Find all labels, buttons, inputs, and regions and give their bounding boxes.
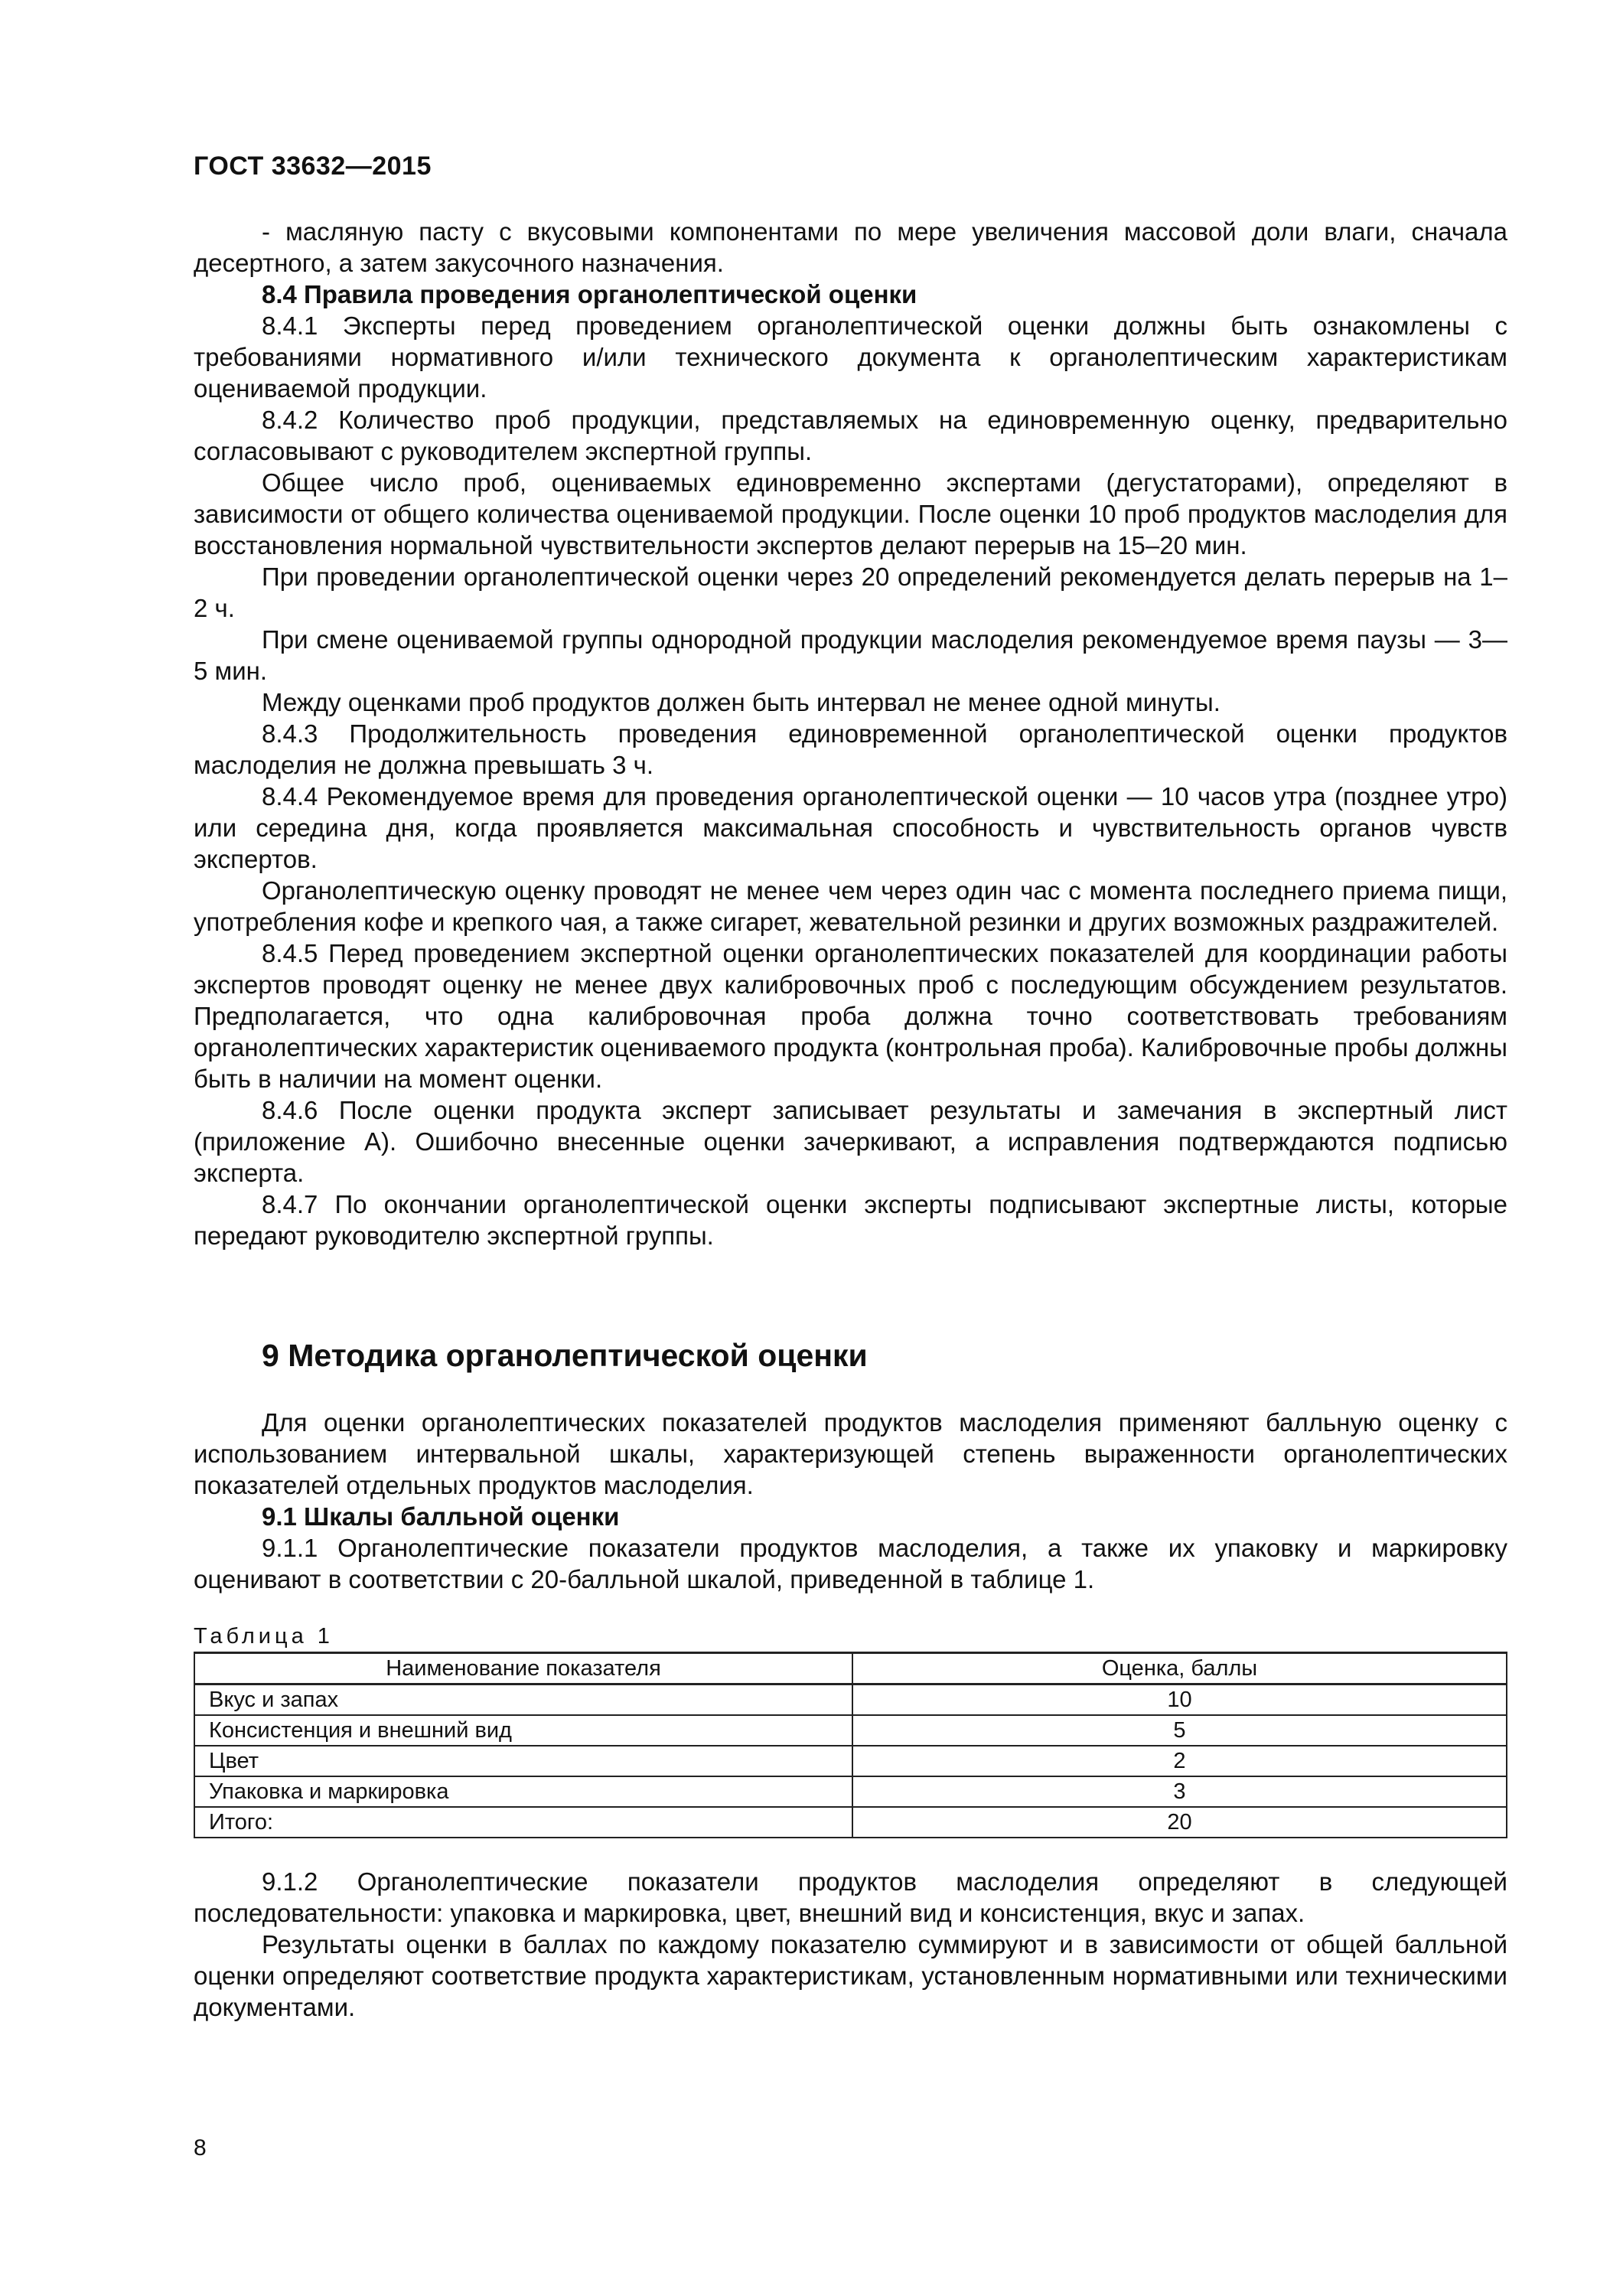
table-cell: 20 <box>852 1807 1507 1838</box>
paragraph: 8.4.2 Количество проб продукции, представляемых на единовременную оценку, предварительно согласовывают с руководителем экспертной группы. <box>194 406 1507 465</box>
table-header-row <box>194 1653 1507 1684</box>
body-text-top <box>194 216 1507 1251</box>
document-header: ГОСТ 33632—2015 <box>194 152 432 181</box>
paragraph: Органолептическую оценку проводят не менее чем через один час с момента последнего приема пищи, употребления кофе и крепкого чая, а также сигарет, жевательной резинки и других возможных раздражителей. <box>194 876 1507 936</box>
table-row <box>194 1684 1507 1716</box>
section-title-9: 9 Методика органолептической оценки <box>262 1338 868 1373</box>
paragraph: Между оценками проб продуктов должен быть интервал не менее одной минуты. <box>262 688 1221 716</box>
paragraph: Общее число проб, оцениваемых единовременно экспертами (дегустаторами), определяют в зависимости от общего количества оцениваемой продукции. После оценки 10 проб продуктов маслоделия для восстановления нормальной чувствительности экспертов делают перерыв на 15–20 мин. <box>194 468 1507 559</box>
paragraph: Результаты оценки в баллах по каждому показателю суммируют и в зависимости от общей балльной оценки определяют соответствие продукта характеристикам, установленным нормативными или техническими документами. <box>194 1930 1507 2021</box>
table-cell: 2 <box>852 1746 1507 1776</box>
table-cell: Консистенция и внешний вид <box>194 1715 852 1746</box>
table-caption: Таблица 1 <box>194 1624 334 1649</box>
paragraph: 8.4.5 Перед проведением экспертной оценки органолептических показателей для координации работы экспертов проводят оценку не менее двух калибровочных проб с последующим обсуждением результатов. Предполагается, что одна калибровочная проба должна точно соответствовать требованиям органолептических характеристик оцениваемого продукта (контрольная проба). Калибровочные пробы должны быть в наличии на момент оценки. <box>194 939 1507 1093</box>
table-cell: Итого: <box>194 1807 852 1838</box>
paragraph: 8.4.4 Рекомендуемое время для проведения органолептической оценки — 10 часов утра (позднее утро) или середина дня, когда проявляется максимальная способность и чувствительность органов чувств экспертов. <box>194 782 1507 873</box>
column-header: Оценка, баллы <box>852 1653 1507 1684</box>
paragraph: 8.4.7 По окончании органолептической оценки эксперты подписывают экспертные листы, которые передают руководителю экспертной группы. <box>194 1190 1507 1250</box>
table-row <box>194 1776 1507 1807</box>
table-row <box>194 1715 1507 1746</box>
column-header: Наименование показателя <box>194 1653 852 1684</box>
subsection-heading-8-4: 8.4 Правила проведения органолептической оценки <box>262 280 917 308</box>
table-row <box>194 1746 1507 1776</box>
table-row <box>194 1807 1507 1838</box>
table-cell: 5 <box>852 1715 1507 1746</box>
table-cell: 10 <box>852 1684 1507 1716</box>
table-cell: 3 <box>852 1776 1507 1807</box>
paragraph: 9.1.2 Органолептические показатели продуктов маслоделия определяют в следующей последовательности: упаковка и маркировка, цвет, внешний вид и консистенция, вкус и запах. <box>194 1867 1507 1927</box>
paragraph: 8.4.1 Эксперты перед проведением органолептической оценки должны быть ознакомлены с требованиями нормативного и/или технического документа к органолептическим характеристикам оцениваемой продукции. <box>194 311 1507 403</box>
paragraph: - масляную пасту с вкусовыми компонентами по мере увеличения массовой доли влаги, сначала десертного, а затем закусочного назначения. <box>194 217 1507 277</box>
paragraph: Для оценки органолептических показателей продуктов маслоделия применяют балльную оценку с использованием интервальной шкалы, характеризующей степень выраженности органолептических показателей отдельных продуктов маслоделия. <box>194 1408 1507 1499</box>
body-text-section9 <box>194 1407 1507 1595</box>
paragraph: При смене оцениваемой группы однородной продукции маслоделия рекомендуемое время паузы — 3—5 мин. <box>194 625 1507 685</box>
table-cell: Упаковка и маркировка <box>194 1776 852 1807</box>
paragraph: 9.1.1 Органолептические показатели продуктов маслоделия, а также их упаковку и маркировку оценивают в соответствии с 20-балльной шкалой, приведенной в таблице 1. <box>194 1534 1507 1593</box>
subsection-heading-9-1: 9.1 Шкалы балльной оценки <box>262 1502 620 1531</box>
table-cell: Цвет <box>194 1746 852 1776</box>
paragraph: 8.4.3 Продолжительность проведения единовременной органолептической оценки продуктов маслоделия не должна превышать 3 ч. <box>194 719 1507 779</box>
page-number: 8 <box>194 2135 207 2161</box>
paragraph: 8.4.6 После оценки продукта эксперт записывает результаты и замечания в экспертный лист (приложение А). Ошибочно внесенные оценки зачеркивают, а исправления подтверждаются подписью эксперта. <box>194 1096 1507 1187</box>
table-cell: Вкус и запах <box>194 1684 852 1716</box>
paragraph: При проведении органолептической оценки через 20 определений рекомендуется делать перерыв на 1–2 ч. <box>194 563 1507 622</box>
scoring-table <box>194 1652 1507 1838</box>
body-text-bottom <box>194 1866 1507 2023</box>
